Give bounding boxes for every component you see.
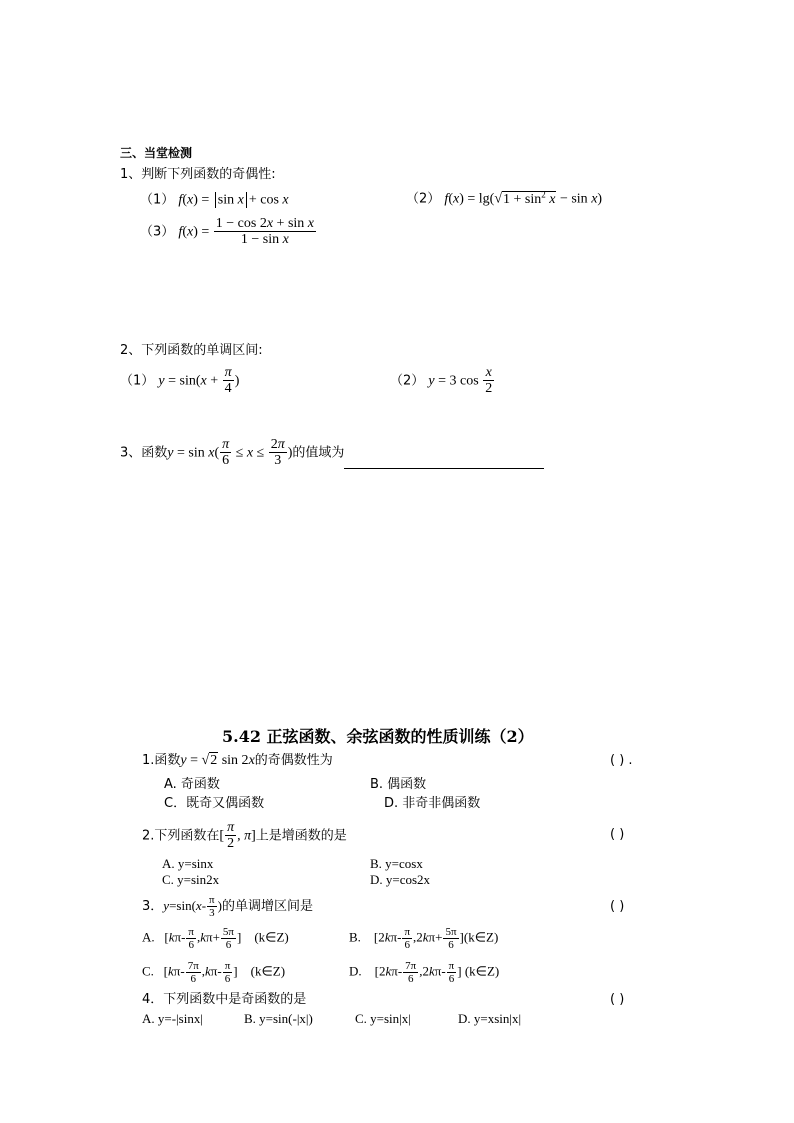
s2-q3-paren: ( ) (610, 899, 625, 914)
s2-q2-suffix: 上是增函数的是 (255, 828, 347, 844)
s2-q1-line: 1.函数y = √2 sin 2x的奇偶数性为 (142, 753, 333, 768)
s2-q2-optC: C. y=sin2x (162, 872, 220, 887)
q2-prompt: 2、下列函数的单调区间: (120, 343, 263, 358)
s2-q1-optC: C．既奇又偶函数 (164, 796, 265, 811)
s2-q4-optD: D. y=xsin|x| (458, 1011, 522, 1026)
s2-q3-optA-label: A. (142, 929, 155, 945)
s2-q3-optA-kz: (k∈Z) (254, 929, 289, 945)
s2-q2-optB: B. y=cosx (370, 856, 423, 871)
s2-q1-optD: D. 非奇非偶函数 (384, 796, 481, 811)
section-heading: 三、当堂检测 (120, 146, 193, 160)
q1-part1-formula: f (178, 192, 183, 208)
q1-part3: （3） f(x) = $\frac{\text{1 − cos 2x + sin x}}{\text{1 − sin x}}$ (140, 216, 314, 248)
s2-q1-optB: B. 偶函数 (370, 777, 427, 792)
q3-answer-blank (344, 454, 544, 469)
q1-prompt: 1、判断下列函数的奇偶性: (120, 167, 276, 182)
s2-q2-optD: D. y=cos2x (370, 872, 431, 887)
s2-q4-optC: C. y=sin|x| (355, 1011, 411, 1026)
q1-part3-label: （3） (140, 224, 175, 240)
s2-q3-optA: A. [kπ- $\frac{\pi}{6}$ ,kπ+ $\frac{5\pi}{6}$ ] (k∈Z) (142, 926, 289, 952)
q3-line: 3、函数y = sin x( $\frac{\pi}{6}$ ≤ x ≤ $\frac{2\pi}{3}$ )的值域为 (120, 437, 544, 469)
q3-suffix: 的值域为 (292, 445, 345, 461)
s2-q1-suffix: 的奇偶数性为 (254, 753, 333, 768)
q2-part2: （2） y = 3 cos $\frac{x}{2}$ (390, 365, 493, 397)
s2-q1-paren: ( ) . (610, 753, 633, 768)
s2-q3-line: 3．y=sin(x- $\frac{\pi}{3}$ )的单调增区间是 (142, 894, 313, 920)
q1-part2-label: （2） (406, 191, 441, 207)
q1-part1: （1） f(x) = sin x + cos x (140, 192, 289, 208)
s2-q3-optD: D. [2kπ- $\frac{7\pi}{6}$ ,2kπ- $\frac{\pi}{6}$ ] (k∈Z) (349, 960, 500, 986)
q1-part3-fraction: $\frac{\text{1 − cos 2x + sin x}}{\text{1 − sin x}}$ (215, 216, 314, 248)
s2-q2-optA: A. y=sinx (162, 856, 214, 871)
s2-q3-optC-label: C. (142, 963, 154, 979)
q1-part1-label: （1） (140, 192, 175, 208)
q2-part2-label: （2） (390, 373, 425, 389)
s2-q4-prompt: 4．下列函数中是奇函数的是 (142, 992, 307, 1007)
s2-q3-suffix: 的单调增区间是 (221, 899, 313, 915)
s2-q4-optB: B. y=sin(-|x|) (244, 1011, 313, 1026)
q2-part1: （1） y = sin(x + $\frac{\pi}{4}$ ) (120, 365, 240, 397)
s2-q2-line: 2.下列函数在[ $\frac{\pi}{2}$ , π]上是增函数的是 (142, 820, 347, 852)
q2-part1-label: （1） (120, 373, 155, 389)
s2-q3-optB-label: B. (349, 929, 361, 945)
s2-q1-optA: A. 奇函数 (164, 777, 220, 792)
s2-q2-paren: ( ) (610, 827, 625, 842)
s2-q3-optD-label: D. (349, 963, 362, 979)
s2-q4-optA: A. y=-|sinx| (142, 1011, 203, 1026)
s2-q3-num: 3． (142, 899, 164, 915)
q1-part2: （2） $f(x) = \lg(√1 + \sin^2 x - \sin x)$ (406, 189, 603, 207)
q1-part2-formula: f (444, 191, 449, 207)
s2-q1-prefix: 1.函数 (142, 753, 181, 768)
s2-q3-optB: B. [2kπ- $\frac{\pi}{6}$ ,2kπ+ $\frac{5\pi}{6}$ ](k∈Z) (349, 926, 499, 952)
page-title: 5.42 正弦函数、余弦函数的性质训练（2） (222, 727, 534, 746)
s2-q2-prefix: 2.下列函数在 (142, 828, 220, 844)
s2-q3-optD-kz: (k∈Z) (464, 963, 500, 979)
s2-q4-paren: ( ) (610, 992, 625, 1007)
q3-prefix: 3、函数 (120, 445, 168, 461)
s2-q3-optC-kz: (k∈Z) (250, 963, 286, 979)
s2-q3-optB-kz: (k∈Z) (463, 929, 499, 945)
s2-q3-optC: C. [kπ- $\frac{7\pi}{6}$ ,kπ- $\frac{\pi}{6}$ ] (k∈Z) (142, 960, 286, 986)
